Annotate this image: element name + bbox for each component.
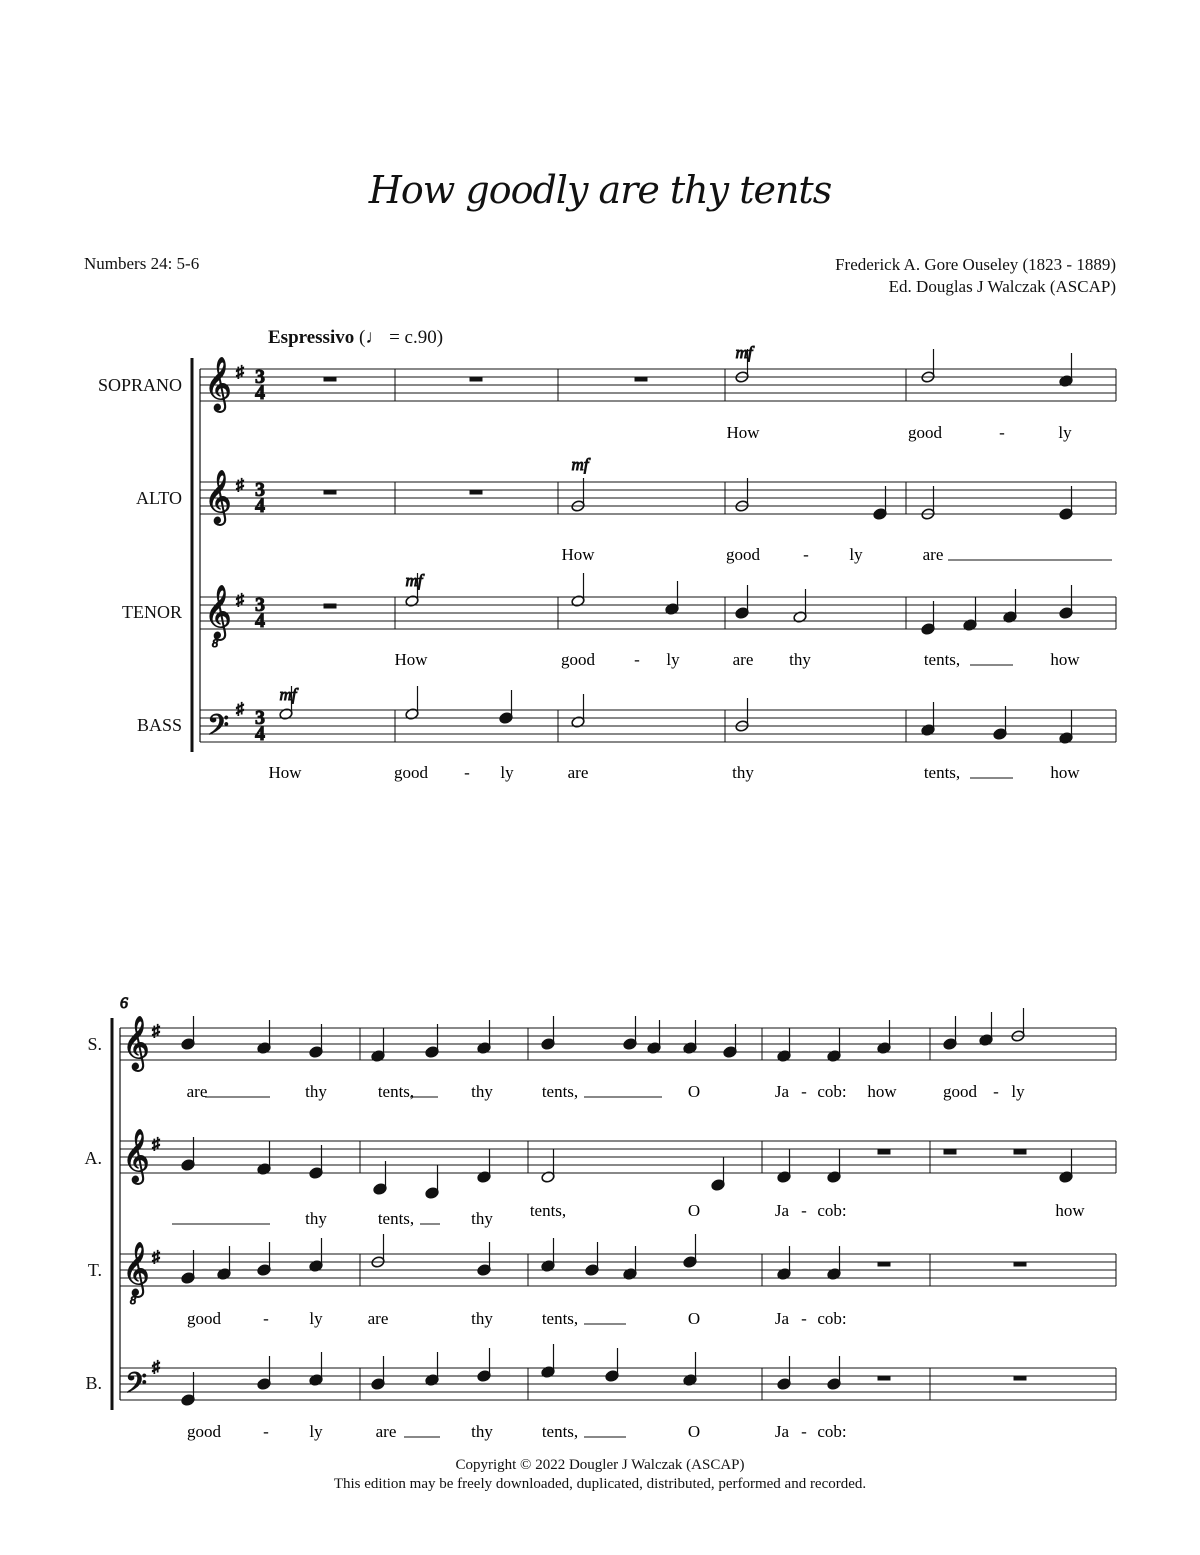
lyric-soprano: Ja bbox=[774, 1082, 790, 1101]
lyric-bass: ly bbox=[309, 1422, 323, 1441]
lyric-bass: - bbox=[464, 763, 470, 782]
bass-clef-icon: 𝄢 bbox=[125, 1369, 147, 1406]
lyric-soprano: thy bbox=[471, 1082, 493, 1101]
tempo-word: Espressivo bbox=[268, 327, 355, 348]
lyric-tenor: - bbox=[634, 650, 640, 669]
lyric-soprano: ly bbox=[1058, 423, 1072, 442]
lyric-soprano: good bbox=[943, 1082, 977, 1101]
whole-rest bbox=[1014, 1262, 1026, 1266]
key-sharp-icon: ♯ bbox=[236, 592, 244, 609]
time-sig-bottom: 4 bbox=[255, 495, 265, 517]
key-sharp-icon: ♯ bbox=[152, 1023, 160, 1040]
lyric-bass: ly bbox=[500, 763, 514, 782]
lyric-tenor: tents, bbox=[923, 650, 961, 669]
lyric-bass: - bbox=[263, 1422, 269, 1441]
lyric-alto: - bbox=[801, 1201, 807, 1220]
tempo-bpm: = c.90 bbox=[389, 327, 437, 348]
lyric-bass: thy bbox=[732, 763, 754, 782]
lyric-bass: tents, bbox=[541, 1422, 579, 1441]
text-source: Numbers 24: 5-6 bbox=[84, 254, 200, 273]
lyric-alto: - bbox=[803, 545, 809, 564]
time-sig-top: 3 bbox=[255, 594, 265, 616]
lyric-bass: tents, bbox=[923, 763, 961, 782]
time-sig-bottom: 4 bbox=[255, 723, 265, 745]
lyric-tenor: thy bbox=[471, 1309, 493, 1328]
lyric-alto: are bbox=[922, 545, 944, 564]
time-sig-bottom: 4 bbox=[255, 382, 265, 404]
whole-rest bbox=[470, 490, 482, 494]
dynamic-mf: mf bbox=[405, 571, 423, 590]
key-sharp-icon: ♯ bbox=[152, 1136, 160, 1153]
lyric-alto: how bbox=[1055, 1201, 1085, 1220]
lyric-alto: ly bbox=[849, 545, 863, 564]
octave-mark: 8 bbox=[212, 636, 218, 650]
whole-rest bbox=[324, 490, 336, 494]
dynamic-mf: mf bbox=[279, 685, 297, 704]
composer: Frederick A. Gore Ouseley (1823 - 1889) bbox=[835, 255, 1116, 274]
lyric-soprano: good bbox=[908, 423, 942, 442]
label-bass: BASS bbox=[136, 715, 182, 735]
label-t: T. bbox=[87, 1260, 102, 1280]
treble-clef-icon: 𝄞 bbox=[122, 1017, 150, 1068]
lyric-soprano: how bbox=[867, 1082, 897, 1101]
lyric-tenor: good bbox=[561, 650, 595, 669]
whole-rest bbox=[470, 377, 482, 381]
lyric-tenor: ly bbox=[309, 1309, 323, 1328]
lyric-soprano: - bbox=[999, 423, 1005, 442]
label-soprano: SOPRANO bbox=[97, 375, 182, 395]
bass-clef-icon: 𝄢 bbox=[207, 711, 229, 748]
whole-rest bbox=[324, 604, 336, 608]
lyric-tenor: are bbox=[732, 650, 754, 669]
key-sharp-icon: ♯ bbox=[152, 1359, 160, 1376]
treble-clef-icon: 𝄞 bbox=[204, 586, 232, 637]
whole-rest bbox=[324, 377, 336, 381]
copyright-text: Copyright © 2022 Dougler J Walczak (ASCAP) bbox=[455, 1457, 745, 1473]
time-sig-top: 3 bbox=[255, 366, 265, 388]
lyric-soprano: are bbox=[186, 1082, 208, 1101]
whole-rest bbox=[944, 1150, 956, 1154]
lyric-alto: tents, bbox=[377, 1209, 415, 1228]
notes bbox=[120, 343, 1073, 1406]
lyric-alto: O bbox=[687, 1201, 701, 1220]
treble-clef-icon: 𝄞 bbox=[204, 471, 232, 522]
lyric-alto: good bbox=[726, 545, 760, 564]
lyric-soprano: thy bbox=[305, 1082, 327, 1101]
octave-mark: 8 bbox=[130, 1293, 136, 1307]
key-sharp-icon: ♯ bbox=[236, 701, 244, 718]
label-tenor: TENOR bbox=[122, 602, 182, 622]
piece-title: How goodly are thy tents bbox=[368, 168, 832, 212]
lyric-soprano: How bbox=[726, 423, 760, 442]
lyric-alto: Ja bbox=[774, 1201, 790, 1220]
lyric-bass: Ja bbox=[774, 1422, 790, 1441]
treble-clef-icon: 𝄞 bbox=[204, 358, 232, 409]
lyric-bass: how bbox=[1050, 763, 1080, 782]
whole-rest bbox=[878, 1262, 890, 1266]
lyric-bass: are bbox=[375, 1422, 397, 1441]
lyric-bass: How bbox=[268, 763, 302, 782]
whole-rest bbox=[878, 1150, 890, 1154]
footer bbox=[0, 1456, 1200, 1494]
key-sharp-icon: ♯ bbox=[152, 1249, 160, 1266]
lyric-soprano: - bbox=[993, 1082, 999, 1101]
time-sig-top: 3 bbox=[255, 707, 265, 729]
lyric-tenor: - bbox=[801, 1309, 807, 1328]
lyric-soprano: ly bbox=[1011, 1082, 1025, 1101]
whole-rest bbox=[1014, 1376, 1026, 1380]
lyric-soprano: - bbox=[801, 1082, 807, 1101]
lyric-bass: - bbox=[801, 1422, 807, 1441]
dynamic-mf: mf bbox=[571, 455, 589, 474]
measure-number: 6 bbox=[120, 995, 128, 1012]
tempo-marking: Espressivo (♩ = c.90) bbox=[268, 327, 444, 348]
lyric-alto: thy bbox=[471, 1209, 493, 1228]
lyric-tenor: tents, bbox=[541, 1309, 579, 1328]
lyric-soprano: O bbox=[687, 1082, 701, 1101]
label-b: B. bbox=[85, 1373, 102, 1393]
treble-clef-icon: 𝄞 bbox=[122, 1243, 150, 1294]
lyric-alto: How bbox=[561, 545, 595, 564]
label-alto: ALTO bbox=[135, 488, 182, 508]
editor: Ed. Douglas J Walczak (ASCAP) bbox=[888, 277, 1116, 296]
label-s: S. bbox=[87, 1034, 102, 1054]
lyric-tenor: cob: bbox=[817, 1309, 847, 1328]
lyric-tenor: are bbox=[367, 1309, 389, 1328]
lyric-tenor: - bbox=[263, 1309, 269, 1328]
lyric-soprano: tents, bbox=[541, 1082, 579, 1101]
whole-rest bbox=[635, 377, 647, 381]
lyric-bass: are bbox=[567, 763, 589, 782]
license-text: This edition may be freely downloaded, duplicated, distributed, performed and recorded. bbox=[333, 1476, 867, 1492]
lyric-tenor: thy bbox=[789, 650, 811, 669]
key-sharp-icon: ♯ bbox=[236, 477, 244, 494]
quarter-note-icon: ♩ bbox=[365, 327, 385, 348]
lyric-tenor: ly bbox=[666, 650, 680, 669]
lyric-bass: good bbox=[394, 763, 428, 782]
dynamic-mf: mf bbox=[735, 343, 753, 362]
time-sig-bottom: 4 bbox=[255, 610, 265, 632]
lyric-soprano: tents, bbox=[377, 1082, 415, 1101]
whole-rest bbox=[878, 1376, 890, 1380]
time-sig-top: 3 bbox=[255, 479, 265, 501]
lyric-bass: O bbox=[687, 1422, 701, 1441]
lyric-alto: tents, bbox=[529, 1201, 567, 1220]
lyric-bass: thy bbox=[471, 1422, 493, 1441]
whole-rest bbox=[1014, 1150, 1026, 1154]
lyric-tenor: How bbox=[394, 650, 428, 669]
lyric-bass: good bbox=[187, 1422, 221, 1441]
lyric-soprano: cob: bbox=[817, 1082, 847, 1101]
lyric-tenor: good bbox=[187, 1309, 221, 1328]
lyric-tenor: how bbox=[1050, 650, 1080, 669]
lyric-tenor: Ja bbox=[774, 1309, 790, 1328]
lyric-tenor: O bbox=[687, 1309, 701, 1328]
lyric-alto: thy bbox=[305, 1209, 327, 1228]
treble-clef-icon: 𝄞 bbox=[122, 1130, 150, 1181]
key-sharp-icon: ♯ bbox=[236, 364, 244, 381]
lyric-bass: cob: bbox=[817, 1422, 847, 1441]
lyric-alto: cob: bbox=[817, 1201, 847, 1220]
lyrics bbox=[172, 423, 1112, 1441]
label-a: A. bbox=[84, 1148, 102, 1168]
